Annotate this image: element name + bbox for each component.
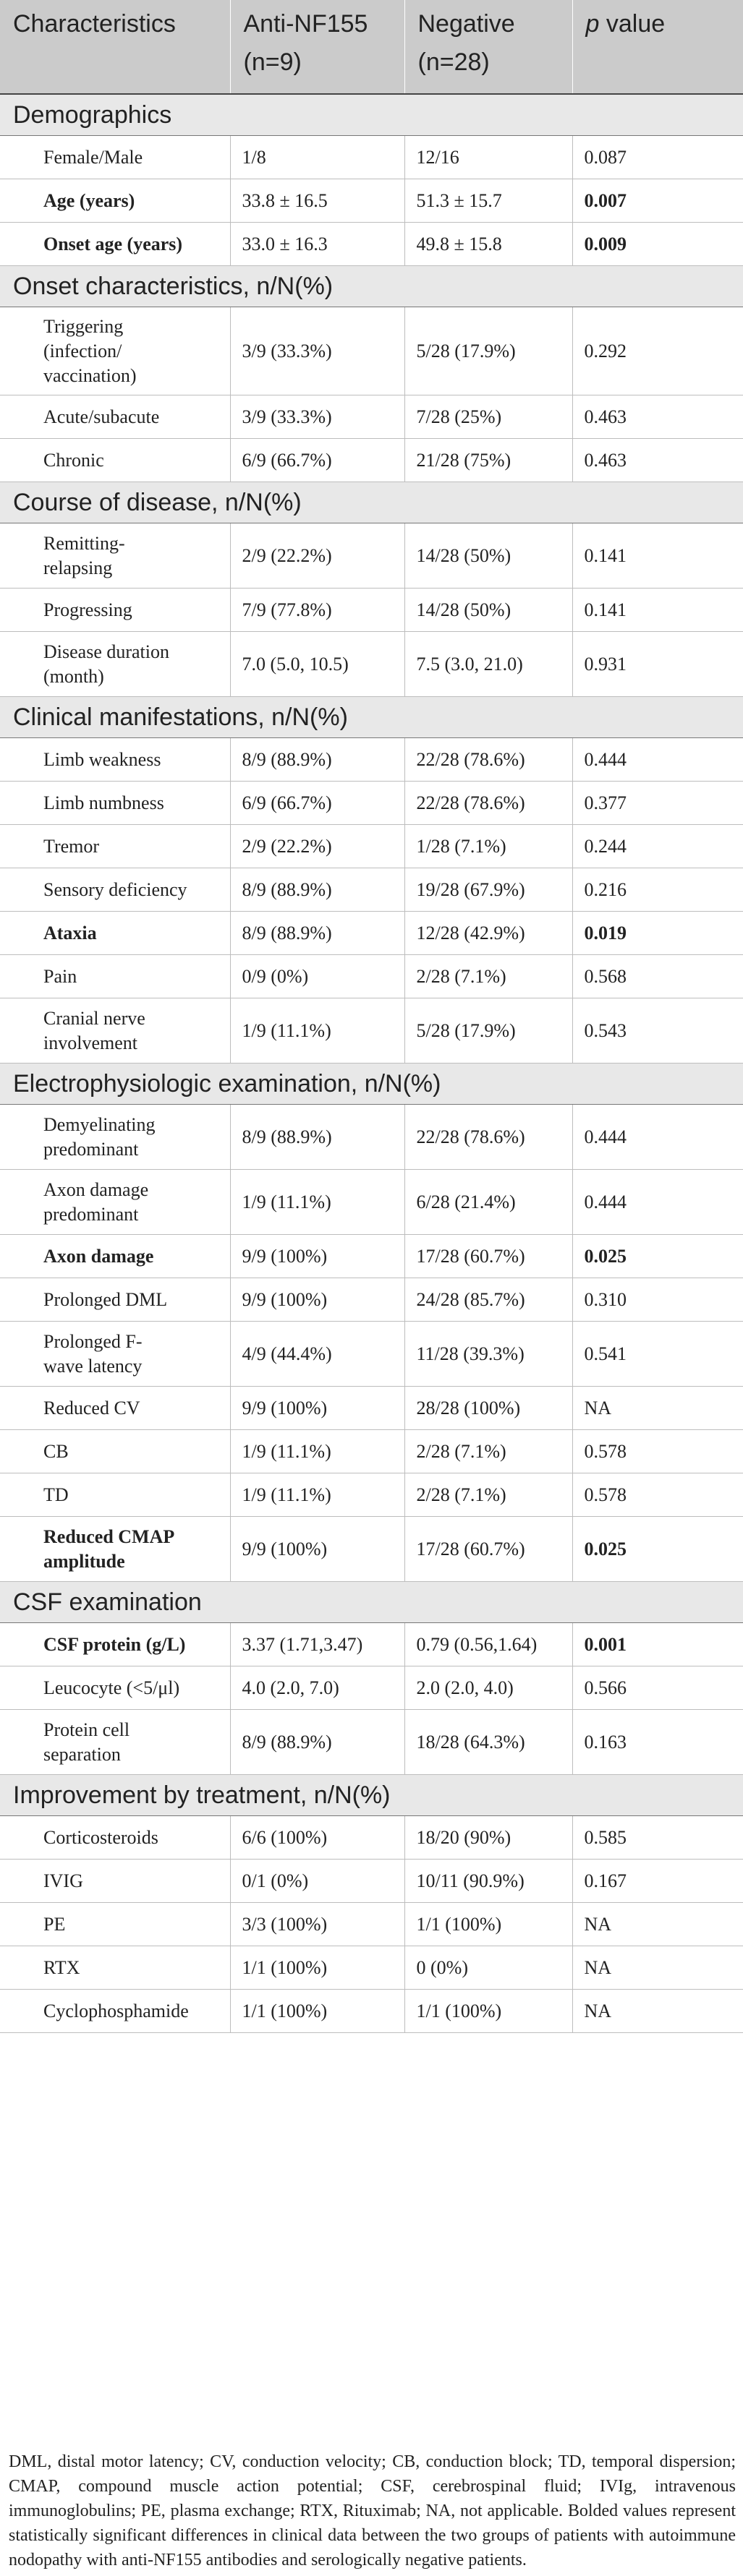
- row-label: Corticosteroids: [0, 1816, 230, 1860]
- cell-negative: 2/28 (7.1%): [404, 1473, 572, 1517]
- row-label: PE: [0, 1903, 230, 1946]
- cell-p-value: 0.141: [572, 589, 743, 632]
- cell-p-value: 0.566: [572, 1666, 743, 1710]
- cell-negative: 14/28 (50%): [404, 589, 572, 632]
- table-row: [0, 782, 743, 825]
- row-label: [0, 1105, 230, 1170]
- cell-negative: 18/28 (64.3%): [404, 1710, 572, 1775]
- row-label-text: Protein cell separation: [43, 1719, 130, 1765]
- table-row: [0, 738, 743, 782]
- row-label: [0, 307, 230, 395]
- cell-negative: 1/1 (100%): [404, 1990, 572, 2033]
- row-label: Cyclophosphamide: [0, 1990, 230, 2033]
- section-title: Improvement by treatment, n/N(%): [0, 1775, 743, 1816]
- section-header: [0, 1775, 743, 1816]
- section-header: [0, 1582, 743, 1623]
- table-body: [0, 94, 743, 2033]
- cell-p-value: 0.578: [572, 1473, 743, 1517]
- cell-p-value: 0.931: [572, 632, 743, 697]
- cell-negative: 14/28 (50%): [404, 523, 572, 589]
- cell-anti-nf155: 4.0 (2.0, 7.0): [230, 1666, 404, 1710]
- cell-anti-nf155: 3.37 (1.71,3.47): [230, 1623, 404, 1666]
- section-header: [0, 1064, 743, 1105]
- cell-p-value: 0.444: [572, 1105, 743, 1170]
- row-label-text: Demyelinating predominant: [43, 1113, 156, 1160]
- row-label: Axon damage: [0, 1235, 230, 1278]
- cell-negative: 22/28 (78.6%): [404, 738, 572, 782]
- cell-negative: 21/28 (75%): [404, 439, 572, 482]
- row-label: Tremor: [0, 825, 230, 868]
- cell-p-value: 0.025: [572, 1235, 743, 1278]
- section-title: CSF examination: [0, 1582, 743, 1623]
- cell-anti-nf155: 8/9 (88.9%): [230, 1710, 404, 1775]
- row-label: Limb weakness: [0, 738, 230, 782]
- table-row: [0, 1387, 743, 1430]
- header-p-italic: p: [585, 10, 600, 38]
- row-label: TD: [0, 1473, 230, 1517]
- cell-p-value: 0.292: [572, 307, 743, 395]
- cell-negative: 0.79 (0.56,1.64): [404, 1623, 572, 1666]
- cell-anti-nf155: 2/9 (22.2%): [230, 825, 404, 868]
- table-row: [0, 1278, 743, 1322]
- cell-negative: 0 (0%): [404, 1946, 572, 1990]
- cell-p-value: 0.001: [572, 1623, 743, 1666]
- table-row: [0, 825, 743, 868]
- cell-p-value: 0.167: [572, 1860, 743, 1903]
- section-header: [0, 482, 743, 523]
- cell-anti-nf155: 1/9 (11.1%): [230, 998, 404, 1064]
- row-label: Sensory deficiency: [0, 868, 230, 912]
- row-label-text: Prolonged F- wave latency: [43, 1330, 143, 1377]
- cell-p-value: 0.216: [572, 868, 743, 912]
- row-label: [0, 632, 230, 697]
- cell-negative: 51.3 ± 15.7: [404, 179, 572, 223]
- cell-p-value: 0.087: [572, 136, 743, 179]
- cell-anti-nf155: 4/9 (44.4%): [230, 1322, 404, 1387]
- cell-negative: 10/11 (90.9%): [404, 1860, 572, 1903]
- table-row: [0, 307, 743, 395]
- row-label: [0, 1710, 230, 1775]
- table-row: [0, 1322, 743, 1387]
- row-label: Female/Male: [0, 136, 230, 179]
- cell-negative: 22/28 (78.6%): [404, 1105, 572, 1170]
- cell-negative: 11/28 (39.3%): [404, 1322, 572, 1387]
- table-row: [0, 1860, 743, 1903]
- cell-anti-nf155: 1/9 (11.1%): [230, 1473, 404, 1517]
- cell-negative: 12/16: [404, 136, 572, 179]
- cell-anti-nf155: 6/9 (66.7%): [230, 782, 404, 825]
- row-label: [0, 998, 230, 1064]
- cell-p-value: 0.007: [572, 179, 743, 223]
- cell-anti-nf155: 0/1 (0%): [230, 1860, 404, 1903]
- section-title: Demographics: [0, 94, 743, 136]
- table-row: [0, 1666, 743, 1710]
- row-label: Acute/subacute: [0, 395, 230, 439]
- cell-negative: 22/28 (78.6%): [404, 782, 572, 825]
- cell-negative: 28/28 (100%): [404, 1387, 572, 1430]
- cell-p-value: 0.019: [572, 912, 743, 955]
- cell-negative: 5/28 (17.9%): [404, 307, 572, 395]
- cell-anti-nf155: 6/6 (100%): [230, 1816, 404, 1860]
- cell-anti-nf155: 8/9 (88.9%): [230, 738, 404, 782]
- header-p-value: [572, 0, 743, 48]
- cell-anti-nf155: 0/9 (0%): [230, 955, 404, 998]
- cell-p-value: 0.163: [572, 1710, 743, 1775]
- cell-p-value: 0.463: [572, 395, 743, 439]
- cell-negative: 1/28 (7.1%): [404, 825, 572, 868]
- row-label: CB: [0, 1430, 230, 1473]
- row-label: Prolonged DML: [0, 1278, 230, 1322]
- table-row: [0, 1105, 743, 1170]
- row-label: Progressing: [0, 589, 230, 632]
- section-title: Course of disease, n/N(%): [0, 482, 743, 523]
- row-label: IVIG: [0, 1860, 230, 1903]
- cell-p-value: 0.543: [572, 998, 743, 1064]
- cell-p-value: 0.244: [572, 825, 743, 868]
- row-label-text: Cranial nerve involvement: [43, 1007, 145, 1053]
- row-label: Age (years): [0, 179, 230, 223]
- cell-p-value: 0.377: [572, 782, 743, 825]
- table-row: [0, 912, 743, 955]
- cell-anti-nf155: 9/9 (100%): [230, 1278, 404, 1322]
- header-anti-nf155: Anti-NF155: [230, 0, 404, 48]
- table-row: [0, 868, 743, 912]
- cell-anti-nf155: 1/9 (11.1%): [230, 1170, 404, 1235]
- cell-anti-nf155: 9/9 (100%): [230, 1387, 404, 1430]
- section-header: [0, 697, 743, 738]
- table-header: [0, 0, 743, 94]
- row-label: Limb numbness: [0, 782, 230, 825]
- row-label: CSF protein (g/L): [0, 1623, 230, 1666]
- table-row: [0, 439, 743, 482]
- cell-negative: 12/28 (42.9%): [404, 912, 572, 955]
- cell-anti-nf155: 3/9 (33.3%): [230, 307, 404, 395]
- cell-negative: 2/28 (7.1%): [404, 955, 572, 998]
- cell-anti-nf155: 1/8: [230, 136, 404, 179]
- cell-negative: 2/28 (7.1%): [404, 1430, 572, 1473]
- table-row: [0, 223, 743, 266]
- cell-negative: 7.5 (3.0, 21.0): [404, 632, 572, 697]
- cell-negative: 17/28 (60.7%): [404, 1235, 572, 1278]
- table-row: [0, 998, 743, 1064]
- table-row: [0, 395, 743, 439]
- cell-anti-nf155: 1/1 (100%): [230, 1946, 404, 1990]
- table-row: [0, 955, 743, 998]
- section-header: [0, 266, 743, 307]
- cell-negative: 17/28 (60.7%): [404, 1517, 572, 1582]
- row-label-text: Axon damage predominant: [43, 1178, 149, 1225]
- cell-anti-nf155: 7.0 (5.0, 10.5): [230, 632, 404, 697]
- cell-p-value: NA: [572, 1903, 743, 1946]
- table-row: [0, 1816, 743, 1860]
- table-row: [0, 1710, 743, 1775]
- table-row: [0, 523, 743, 589]
- cell-negative: 2.0 (2.0, 4.0): [404, 1666, 572, 1710]
- section-title: Electrophysiologic examination, n/N(%): [0, 1064, 743, 1105]
- row-label-text: Remitting- relapsing: [43, 532, 125, 578]
- table-row: [0, 136, 743, 179]
- table-row: [0, 589, 743, 632]
- row-label: Onset age (years): [0, 223, 230, 266]
- cell-anti-nf155: 3/9 (33.3%): [230, 395, 404, 439]
- row-label: [0, 1322, 230, 1387]
- table-row: [0, 1990, 743, 2033]
- cell-anti-nf155: 9/9 (100%): [230, 1235, 404, 1278]
- cell-anti-nf155: 8/9 (88.9%): [230, 1105, 404, 1170]
- cell-p-value: NA: [572, 1387, 743, 1430]
- cell-p-value: NA: [572, 1990, 743, 2033]
- cell-negative: 5/28 (17.9%): [404, 998, 572, 1064]
- header-n-anti-nf155: (n=9): [230, 48, 404, 94]
- row-label: [0, 1517, 230, 1582]
- cell-p-value: 0.585: [572, 1816, 743, 1860]
- header-p-rest: value: [599, 10, 666, 38]
- table-row: [0, 1903, 743, 1946]
- row-label-text: Triggering (infection/ vaccination): [43, 315, 137, 386]
- cell-p-value: 0.578: [572, 1430, 743, 1473]
- cell-anti-nf155: 33.0 ± 16.3: [230, 223, 404, 266]
- cell-negative: 18/20 (90%): [404, 1816, 572, 1860]
- row-label: RTX: [0, 1946, 230, 1990]
- cell-anti-nf155: 1/9 (11.1%): [230, 1430, 404, 1473]
- cell-negative: 19/28 (67.9%): [404, 868, 572, 912]
- cell-p-value: 0.541: [572, 1322, 743, 1387]
- section-title: Clinical manifestations, n/N(%): [0, 697, 743, 738]
- row-label: Leucocyte (<5/μl): [0, 1666, 230, 1710]
- table-row: [0, 1473, 743, 1517]
- cell-p-value: 0.310: [572, 1278, 743, 1322]
- table-row: [0, 1517, 743, 1582]
- cell-negative: 7/28 (25%): [404, 395, 572, 439]
- cell-p-value: 0.025: [572, 1517, 743, 1582]
- cell-anti-nf155: 8/9 (88.9%): [230, 912, 404, 955]
- table-row: [0, 179, 743, 223]
- table-row: [0, 1623, 743, 1666]
- cell-anti-nf155: 2/9 (22.2%): [230, 523, 404, 589]
- cell-p-value: 0.463: [572, 439, 743, 482]
- table-row: [0, 1170, 743, 1235]
- row-label: Reduced CV: [0, 1387, 230, 1430]
- cell-p-value: 0.141: [572, 523, 743, 589]
- row-label: Pain: [0, 955, 230, 998]
- table-row: [0, 632, 743, 697]
- cell-anti-nf155: 6/9 (66.7%): [230, 439, 404, 482]
- cell-anti-nf155: 8/9 (88.9%): [230, 868, 404, 912]
- table-row: [0, 1430, 743, 1473]
- cell-negative: 24/28 (85.7%): [404, 1278, 572, 1322]
- row-label: [0, 523, 230, 589]
- table-row: [0, 1946, 743, 1990]
- cell-anti-nf155: 7/9 (77.8%): [230, 589, 404, 632]
- row-label-text: Disease duration (month): [43, 641, 170, 687]
- cell-p-value: NA: [572, 1946, 743, 1990]
- cell-anti-nf155: 3/3 (100%): [230, 1903, 404, 1946]
- row-label: [0, 1170, 230, 1235]
- header-empty: [0, 48, 230, 94]
- header-negative: Negative: [404, 0, 572, 48]
- header-empty-p: [572, 48, 743, 94]
- cell-negative: 49.8 ± 15.8: [404, 223, 572, 266]
- cell-negative: 6/28 (21.4%): [404, 1170, 572, 1235]
- cell-p-value: 0.444: [572, 738, 743, 782]
- row-label: Ataxia: [0, 912, 230, 955]
- section-title: Onset characteristics, n/N(%): [0, 266, 743, 307]
- row-label-text: Reduced CMAP amplitude: [43, 1526, 174, 1572]
- cell-anti-nf155: 9/9 (100%): [230, 1517, 404, 1582]
- cell-p-value: 0.009: [572, 223, 743, 266]
- table-row: [0, 1235, 743, 1278]
- row-label: Chronic: [0, 439, 230, 482]
- cell-p-value: 0.444: [572, 1170, 743, 1235]
- cell-p-value: 0.568: [572, 955, 743, 998]
- cell-negative: 1/1 (100%): [404, 1903, 572, 1946]
- cell-anti-nf155: 33.8 ± 16.5: [230, 179, 404, 223]
- header-characteristics: Characteristics: [0, 0, 230, 48]
- table-footnote: DML, distal motor latency; CV, conduction velocity; CB, conduction block; TD, temporal dispersion; CMAP, compound muscle action potential; CSF, cerebrospinal fluid; IVIg, intravenous immunoglobulins; PE, plasma exchange; RTX, Rituximab; NA, not applicable. Bolded values represent statistically significant differences in clinical data between the two groups of patients with autoimmune nodopathy with anti-NF155 antibodies and serologically negative patients.: [9, 2452, 736, 2569]
- section-header: [0, 94, 743, 136]
- header-n-negative: (n=28): [404, 48, 572, 94]
- cell-anti-nf155: 1/1 (100%): [230, 1990, 404, 2033]
